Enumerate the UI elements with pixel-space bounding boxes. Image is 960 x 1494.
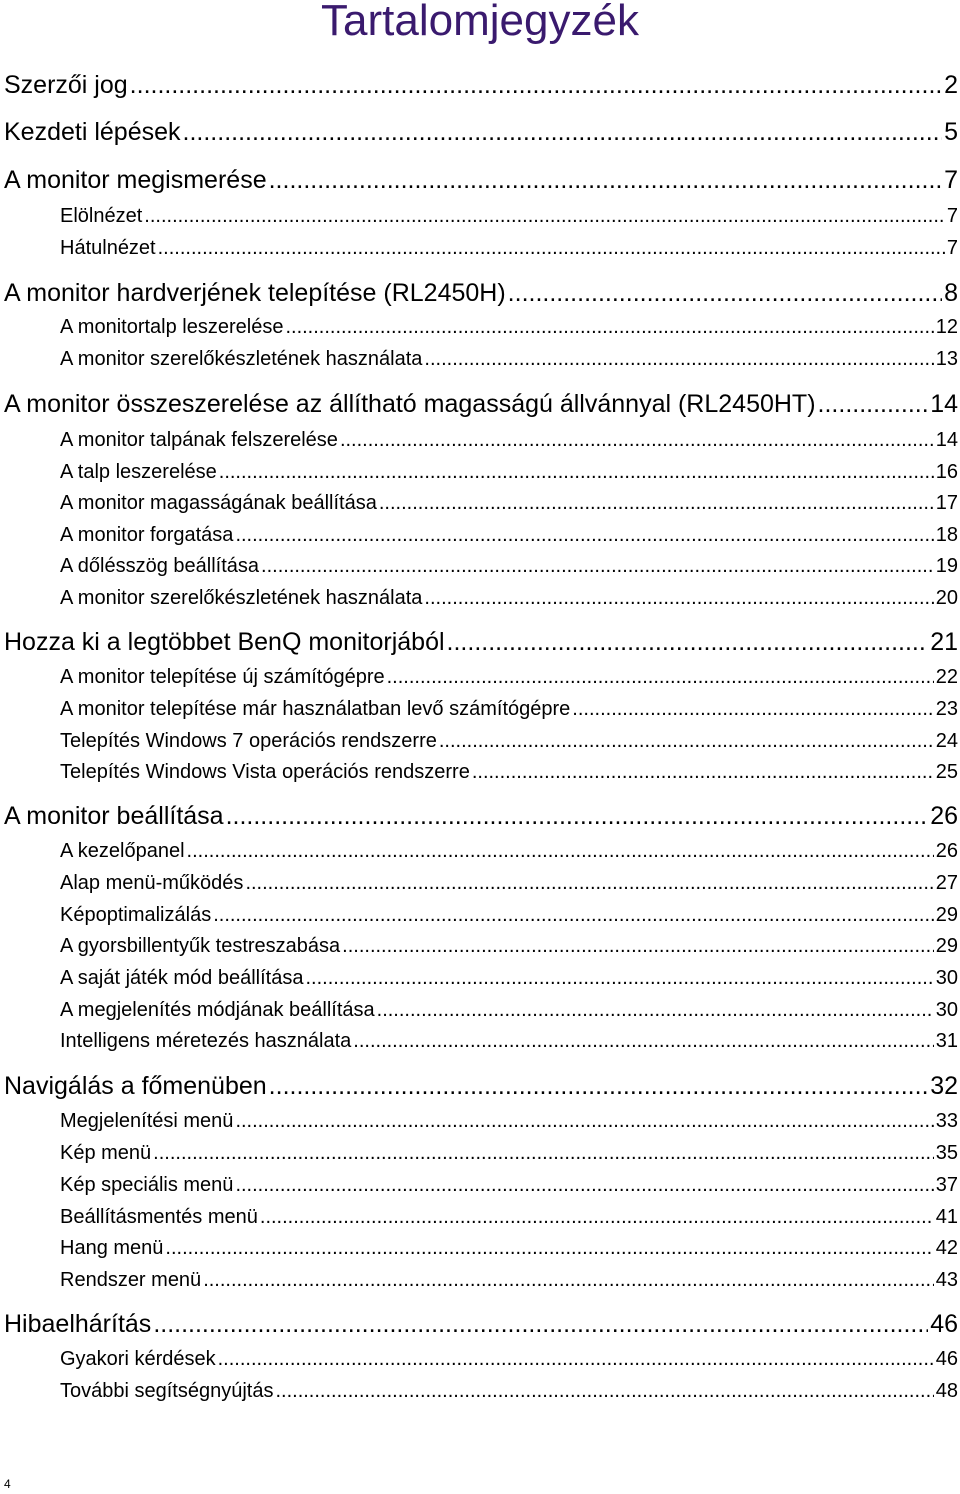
toc-leader-dots bbox=[447, 628, 929, 657]
toc-entry-page: 42 bbox=[935, 1237, 958, 1259]
toc-leader-dots bbox=[235, 1174, 933, 1197]
toc-entry[interactable] bbox=[60, 1174, 958, 1197]
toc-entry[interactable] bbox=[60, 492, 958, 515]
toc-entry-page: 17 bbox=[935, 492, 958, 514]
toc-entry-page: 13 bbox=[935, 348, 958, 370]
toc-entry[interactable] bbox=[60, 524, 958, 547]
toc-leader-dots bbox=[187, 840, 934, 863]
toc-entry-page: 26 bbox=[930, 802, 958, 830]
toc-leader-dots bbox=[153, 1310, 928, 1339]
toc-entry-label: Intelligens méretezés használata bbox=[60, 1030, 352, 1052]
toc-entry-page: 7 bbox=[946, 205, 958, 227]
toc-leader-dots bbox=[285, 316, 933, 339]
toc-entry[interactable] bbox=[60, 999, 958, 1022]
toc-entry-label: Beállításmentés menü bbox=[60, 1206, 258, 1228]
toc-entry-page: 32 bbox=[930, 1072, 958, 1100]
toc-entry[interactable] bbox=[60, 935, 958, 958]
toc-entry-label: Szerzői jog bbox=[4, 71, 128, 99]
toc-entry[interactable] bbox=[60, 1380, 958, 1403]
toc-entry[interactable] bbox=[4, 71, 958, 100]
toc-leader-dots bbox=[340, 429, 934, 452]
toc-entry-label: Képoptimalizálás bbox=[60, 904, 212, 926]
toc-entry-page: 48 bbox=[935, 1380, 958, 1402]
toc-entry-label: Hang menü bbox=[60, 1237, 164, 1259]
toc-entry-page: 31 bbox=[935, 1030, 958, 1052]
toc-entry-label: Gyakori kérdések bbox=[60, 1348, 216, 1370]
toc-entry[interactable] bbox=[60, 840, 958, 863]
toc-entry[interactable] bbox=[60, 237, 958, 260]
toc-leader-dots bbox=[219, 461, 934, 484]
toc-entry[interactable] bbox=[60, 967, 958, 990]
toc-entry-label: Navigálás a főmenüben bbox=[4, 1072, 267, 1100]
toc-leader-dots bbox=[377, 999, 934, 1022]
toc-entry-page: 23 bbox=[935, 698, 958, 720]
toc-entry[interactable] bbox=[60, 1237, 958, 1260]
toc-entry-page: 26 bbox=[935, 840, 958, 862]
toc-entry-page: 5 bbox=[944, 118, 958, 146]
toc-entry-label: A monitor összeszerelése az állítható magasságú állvánnyal (RL2450HT) bbox=[4, 390, 816, 418]
toc-entry[interactable] bbox=[60, 1348, 958, 1371]
toc-entry[interactable] bbox=[60, 205, 958, 228]
toc-entry-label: Elölnézet bbox=[60, 205, 143, 227]
toc-entry-label: A kezelőpanel bbox=[60, 840, 185, 862]
toc-entry[interactable] bbox=[60, 348, 958, 371]
toc-leader-dots bbox=[218, 1348, 934, 1371]
toc-entry-page: 46 bbox=[930, 1310, 958, 1338]
toc-leader-dots bbox=[165, 1237, 933, 1260]
toc-entry-page: 30 bbox=[935, 999, 958, 1021]
toc-leader-dots bbox=[183, 118, 943, 147]
toc-entry-label: Hátulnézet bbox=[60, 237, 156, 259]
toc-entry-label: A dőlésszög beállítása bbox=[60, 555, 260, 577]
toc-entry-page: 43 bbox=[935, 1269, 958, 1291]
toc-entry-page: 29 bbox=[935, 935, 958, 957]
toc-leader-dots bbox=[144, 205, 945, 228]
toc-entry[interactable] bbox=[60, 698, 958, 721]
toc-entry-label: Rendszer menü bbox=[60, 1269, 202, 1291]
toc-entry-page: 21 bbox=[930, 628, 958, 656]
toc-entry-page: 12 bbox=[935, 316, 958, 338]
toc-leader-dots bbox=[235, 1110, 933, 1133]
toc-entry-page: 7 bbox=[944, 166, 958, 194]
toc-entry[interactable] bbox=[60, 429, 958, 452]
toc-entry-page: 29 bbox=[935, 904, 958, 926]
toc-leader-dots bbox=[818, 390, 929, 419]
toc-leader-dots bbox=[153, 1142, 934, 1165]
toc-entry-page: 2 bbox=[944, 71, 958, 99]
toc-entry-label: Telepítés Windows Vista operációs rendszerre bbox=[60, 761, 470, 783]
toc-entry-label: További segítségnyújtás bbox=[60, 1380, 274, 1402]
toc-entry-label: A monitor hardverjének telepítése (RL2450H) bbox=[4, 279, 506, 307]
toc-entry[interactable] bbox=[60, 666, 958, 689]
toc-entry-label: Hozza ki a legtöbbet BenQ monitorjából bbox=[4, 628, 445, 656]
toc-entry-label: A monitor telepítése új számítógépre bbox=[60, 666, 385, 688]
toc-entry-label: A monitor magasságának beállítása bbox=[60, 492, 377, 514]
toc-entry-label: Hibaelhárítás bbox=[4, 1310, 152, 1338]
toc-leader-dots bbox=[203, 1269, 934, 1292]
toc-entry[interactable] bbox=[60, 461, 958, 484]
toc-entry-page: 35 bbox=[935, 1142, 958, 1164]
toc-leader-dots bbox=[275, 1380, 933, 1403]
toc-entry[interactable] bbox=[60, 1110, 958, 1133]
toc-entry[interactable] bbox=[60, 1269, 958, 1292]
toc-entry[interactable] bbox=[60, 730, 958, 753]
toc-leader-dots bbox=[269, 166, 942, 195]
toc-entry-label: A monitortalp leszerelése bbox=[60, 316, 284, 338]
toc-leader-dots bbox=[439, 730, 934, 753]
toc-leader-dots bbox=[158, 237, 945, 260]
toc-entry[interactable] bbox=[60, 872, 958, 895]
toc-entry-page: 33 bbox=[935, 1110, 958, 1132]
toc-entry[interactable] bbox=[60, 1206, 958, 1229]
toc-entry-page: 20 bbox=[935, 587, 958, 609]
toc-entry-label: A monitor megismerése bbox=[4, 166, 267, 194]
toc-entry-page: 37 bbox=[935, 1174, 958, 1196]
toc-entry-label: Alap menü-működés bbox=[60, 872, 244, 894]
toc-entry[interactable] bbox=[4, 1310, 958, 1339]
toc-entry-page: 46 bbox=[935, 1348, 958, 1370]
toc-entry-label: Megjelenítési menü bbox=[60, 1110, 234, 1132]
toc-leader-dots bbox=[260, 1206, 934, 1229]
toc-entry-label: A monitor telepítése már használatban levő számítógépre bbox=[60, 698, 571, 720]
toc-entry[interactable] bbox=[4, 118, 958, 147]
toc-entry-page: 16 bbox=[935, 461, 958, 483]
toc-leader-dots bbox=[353, 1030, 933, 1053]
toc-leader-dots bbox=[261, 555, 934, 578]
toc-leader-dots bbox=[508, 279, 942, 308]
toc-leader-dots bbox=[379, 492, 934, 515]
toc-entry[interactable] bbox=[60, 761, 958, 784]
toc-entry-label: A monitor szerelőkészletének használata bbox=[60, 348, 423, 370]
toc-entry-label: Kép speciális menü bbox=[60, 1174, 234, 1196]
toc-leader-dots bbox=[245, 872, 933, 895]
toc-entry-page: 22 bbox=[935, 666, 958, 688]
toc-entry[interactable] bbox=[4, 628, 958, 657]
toc-entry[interactable] bbox=[4, 279, 958, 308]
page-title: Tartalomjegyzék bbox=[321, 0, 639, 45]
toc-entry[interactable] bbox=[60, 316, 958, 339]
toc-leader-dots bbox=[572, 698, 933, 721]
toc-entry[interactable] bbox=[60, 1142, 958, 1165]
toc-entry-page: 19 bbox=[935, 555, 958, 577]
toc-entry[interactable] bbox=[4, 166, 958, 195]
toc-entry-page: 18 bbox=[935, 524, 958, 546]
toc-entry-label: Telepítés Windows 7 operációs rendszerre bbox=[60, 730, 437, 752]
toc-entry[interactable] bbox=[4, 390, 958, 419]
toc-leader-dots bbox=[130, 71, 942, 100]
toc-entry-label: A saját játék mód beállítása bbox=[60, 967, 304, 989]
toc-entry[interactable] bbox=[60, 555, 958, 578]
toc-entry-page: 8 bbox=[944, 279, 958, 307]
toc-entry-label: Kép menü bbox=[60, 1142, 152, 1164]
toc-entry-page: 14 bbox=[935, 429, 958, 451]
toc-leader-dots bbox=[305, 967, 933, 990]
toc-entry[interactable] bbox=[4, 1072, 958, 1101]
toc-entry-page: 25 bbox=[935, 761, 958, 783]
toc-entry-label: A talp leszerelése bbox=[60, 461, 217, 483]
toc-entry-label: A monitor forgatása bbox=[60, 524, 234, 546]
toc-entry[interactable] bbox=[60, 904, 958, 927]
toc-leader-dots bbox=[269, 1072, 929, 1101]
toc-entry-page: 30 bbox=[935, 967, 958, 989]
toc-leader-dots bbox=[424, 348, 933, 371]
toc-entry-label: A monitor beállítása bbox=[4, 802, 224, 830]
toc-leader-dots bbox=[342, 935, 934, 958]
toc-entry-page: 27 bbox=[935, 872, 958, 894]
toc-leader-dots bbox=[226, 802, 929, 831]
toc-entry-page: 24 bbox=[935, 730, 958, 752]
toc-leader-dots bbox=[213, 904, 934, 927]
toc-entry[interactable] bbox=[4, 802, 958, 831]
toc-entry-label: A megjelenítés módjának beállítása bbox=[60, 999, 375, 1021]
toc-entry-label: Kezdeti lépések bbox=[4, 118, 181, 146]
page-number: 4 bbox=[4, 1477, 11, 1491]
toc-entry-label: A monitor talpának felszerelése bbox=[60, 429, 338, 451]
toc-entry-page: 7 bbox=[946, 237, 958, 259]
toc-entry[interactable] bbox=[60, 1030, 958, 1053]
toc-leader-dots bbox=[472, 761, 934, 784]
toc-leader-dots bbox=[235, 524, 933, 547]
toc-entry[interactable] bbox=[60, 587, 958, 610]
toc-entry-label: A gyorsbillentyűk testreszabása bbox=[60, 935, 341, 957]
toc-leader-dots bbox=[387, 666, 934, 689]
toc-entry-page: 41 bbox=[935, 1206, 958, 1228]
toc-leader-dots bbox=[424, 587, 933, 610]
toc-entry-label: A monitor szerelőkészletének használata bbox=[60, 587, 423, 609]
toc-entry-page: 14 bbox=[930, 390, 958, 418]
